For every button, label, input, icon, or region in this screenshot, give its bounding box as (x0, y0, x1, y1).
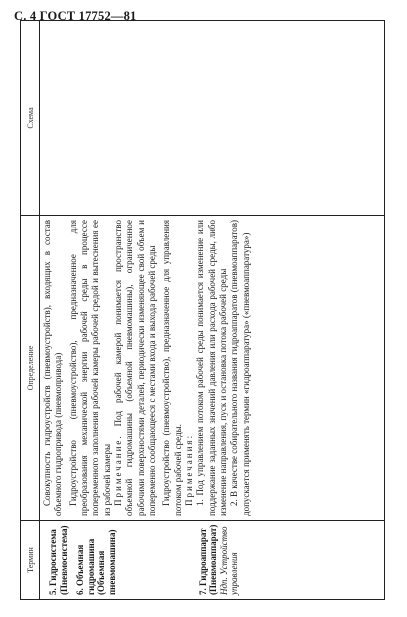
term-6-title: 6. Объемная гидромашина (75, 538, 96, 595)
term-6 (75, 525, 117, 595)
scheme-cell (40, 21, 385, 216)
terms-cell (40, 521, 385, 600)
term-7-alt: (Пневмоаппарат) (208, 524, 219, 595)
table-row (40, 21, 385, 600)
definitions-cell (40, 216, 385, 521)
table-header-row (21, 21, 40, 600)
term-7 (198, 525, 240, 595)
term-5-alt: (Пневмосистема) (58, 525, 69, 595)
term-7-deprecated: Ндп. Устройство управления (218, 526, 240, 595)
definition-6-note-label: Примечание. (112, 434, 123, 506)
page-header: С. 4 ГОСТ 17752—81 (14, 9, 137, 23)
definition-6-note-text: Под рабочей камерой понимается пространство объемной гидромашины (объемной пневмомашины), ограниченное рабочими поверхностями деталей, периодически изменяющее свой объем и попеременно сообщающееся с местами входа и выхода рабочей среды (112, 220, 157, 516)
terms-table (20, 20, 385, 600)
definition-7-note-1: 1. Под управлением потоком рабочей среды понимается изменение или поддержание заданных значений давления или расхода рабочей среды, либо изменение направления, пуск и остановка потока рабочей среды (195, 220, 228, 516)
term-5-title: 5. Гидросистема (48, 529, 58, 595)
term-6-alt: (Объемная пневмомашина) (96, 529, 118, 595)
column-header-definition: Определение (21, 216, 40, 521)
column-header-scheme: Схема (21, 21, 40, 216)
definition-6: Гидроустройство (пневмоустройство), предназначенное для преобразования механической энергии рабочей среды в процессе попеременного заполнения рабочей камеры рабочей средой и вытеснения ее из рабочей камеры (67, 220, 112, 516)
definition-7-note-2: 2. В качестве собирательного названия гидроаппаратов (пневмоаппаратов) допускается применять термин «гидроаппаратура» («пневмоаппаратура») (229, 220, 251, 516)
term-7-title: 7. Гидроаппарат (197, 528, 208, 595)
definition-7: Гидроустройство (пневмоустройство), предназначенное для управления потоком рабочей среды. (161, 220, 183, 516)
definition-7-note-label: Примечания: (183, 433, 194, 506)
column-header-term: Термин (21, 521, 40, 600)
term-5 (48, 525, 69, 595)
definition-6-note (113, 220, 158, 516)
rotated-terms-table (20, 21, 385, 600)
definition-5: Совокупность гидроустройств (пневмоустройств), входящих в состав объемного гидропривода (пневмопривода) (42, 220, 64, 516)
